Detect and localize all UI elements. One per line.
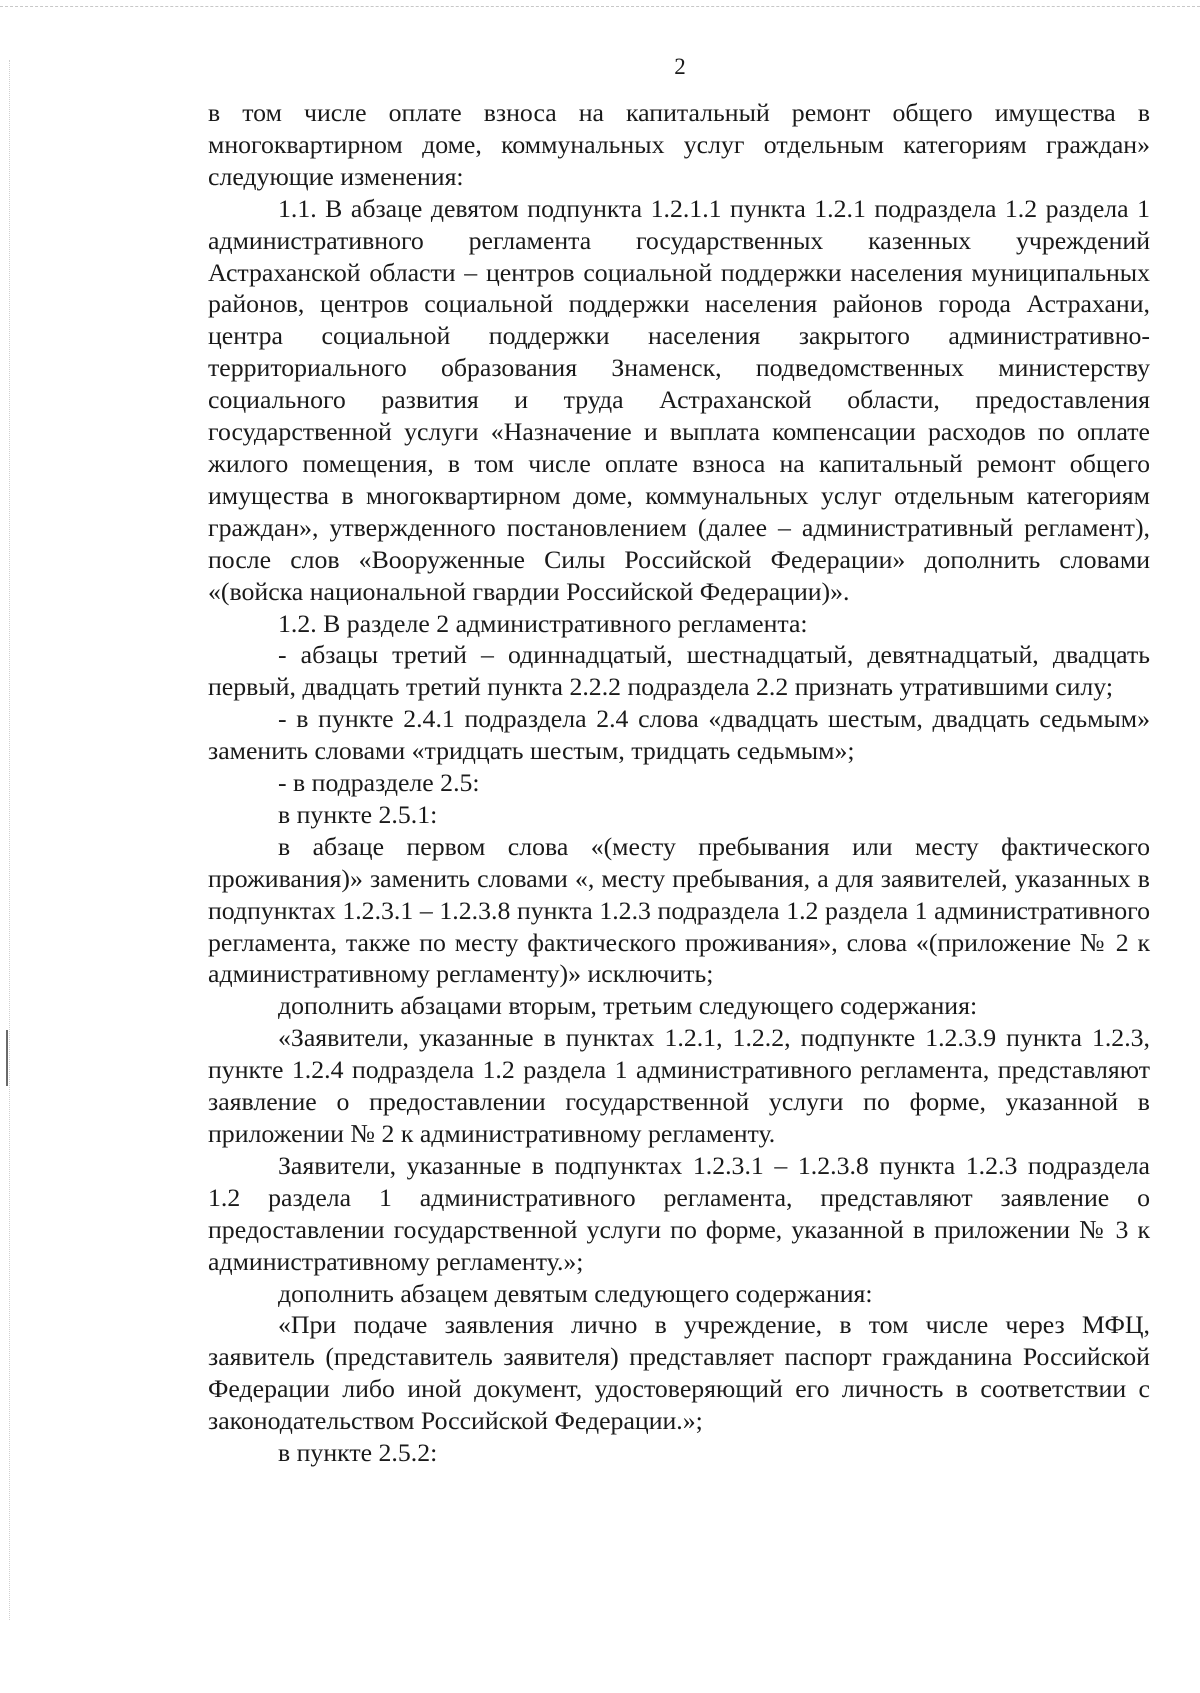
scan-edge-left (9, 60, 10, 1620)
paragraph: 1.2. В разделе 2 административного регламента: (278, 608, 808, 638)
paragraph: «Заявители, указанные в пунктах 1.2.1, 1.2.2, подпункте 1.2.3.9 пункта 1.2.3, пункте 1.2.4 подраздела 1.2 раздела 1 административного регламента, представляют заявление о предоставлении государственной услуги по форме, указанной в приложении № 2 к административному регламенту. (208, 1023, 1150, 1148)
scan-margin-mark (6, 1030, 8, 1086)
paragraph: в том числе оплате взноса на капитальный ремонт общего имущества в многоквартирном доме, коммунальных услуг отдельным категориям граждан» следующие изменения: (208, 98, 1150, 191)
paragraph: дополнить абзацами вторым, третьим следующего содержания: (278, 991, 978, 1021)
paragraph: - в подразделе 2.5: (278, 768, 480, 798)
paragraph: в пункте 2.5.1: (278, 799, 438, 829)
paragraph: в пункте 2.5.2: (278, 1438, 438, 1468)
paragraph: в абзаце первом слова «(месту пребывания или месту фактического проживания)» заменить словами «, месту пребывания, а для заявителей, указанных в подпунктах 1.2.3.1 – 1.2.3.8 пункта 1.2.3 подраздела 1.2 раздела 1 административного регламента, также по месту фактического проживания», слова «(приложение № 2 к административному регламенту)» исключить; (208, 831, 1150, 989)
paragraph: - в пункте 2.4.1 подраздела 2.4 слова «двадцать шестым, двадцать седьмым» заменить словами «тридцать шестым, тридцать седьмым»; (208, 704, 1150, 766)
paragraph: - абзацы третий – одиннадцатый, шестнадцатый, девятнадцатый, двадцать первый, двадцать третий пункта 2.2.2 подраздела 2.2 признать утратившими силу; (208, 640, 1150, 702)
document-body (208, 97, 1150, 1469)
paragraph: дополнить абзацем девятым следующего содержания: (278, 1278, 873, 1308)
paragraph: «При подаче заявления лично в учреждение, в том числе через МФЦ, заявитель (представитель заявителя) представляет паспорт гражданина Российской Федерации либо иной документ, удостоверяющий его личность в соответствии с законодательством Российской Федерации.»; (208, 1310, 1150, 1436)
paragraph: 1.1. В абзаце девятом подпункта 1.2.1.1 пункта 1.2.1 подраздела 1.2 раздела 1 административного регламента государственных казенных учреждений Астраханской области – центров социальной поддержки населения муниципальных районов, центров социальной поддержки населения районов города Астрахани, центра социальной поддержки населения закрытого административно-территориального образования Знаменск, подведомственных министерству социального развития и труда Астраханской области, предоставления государственной услуги «Назначение и выплата компенсации расходов по оплате жилого помещения, в том числе оплате взноса на капитальный ремонт общего имущества в многоквартирном доме, коммунальных услуг отдельным категориям граждан», утвержденного постановлением (далее – административный регламент), после слов «Вооруженные Силы Российской Федерации» дополнить словами «(войска национальной гвардии Российской Федерации)». (208, 193, 1150, 606)
scan-edge-top (0, 6, 1200, 7)
paragraph: Заявители, указанные в подпунктах 1.2.3.1 – 1.2.3.8 пункта 1.2.3 подраздела 1.2 раздела 1 административного регламента, представляют заявление о предоставлении государственной услуги по форме, указанной в приложении № 3 к административному регламенту.»; (208, 1150, 1150, 1276)
page-number: 2 (674, 54, 686, 79)
